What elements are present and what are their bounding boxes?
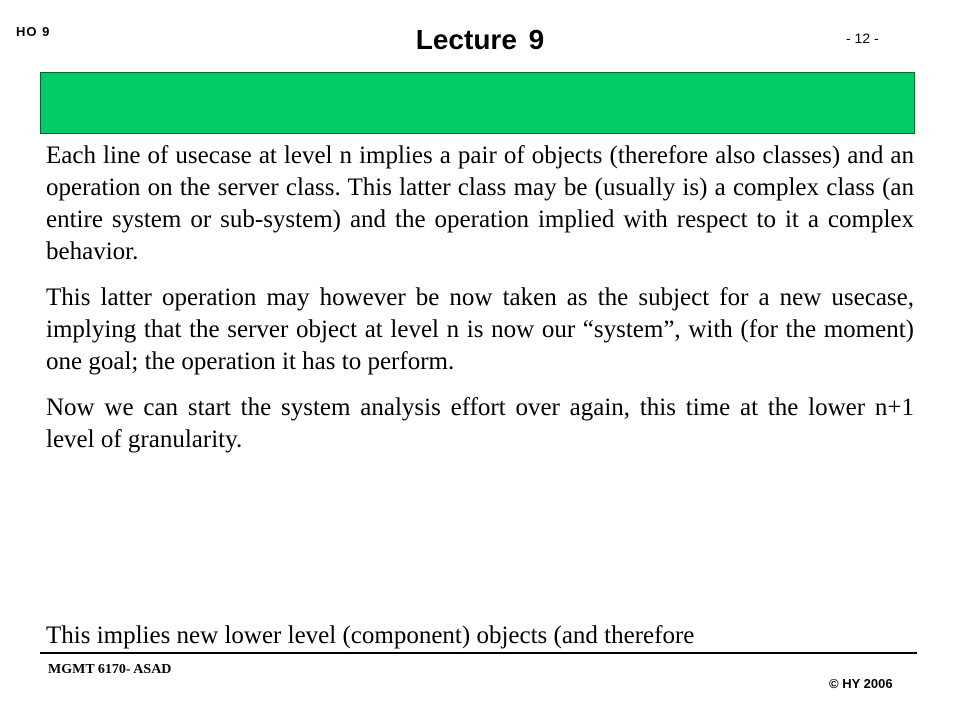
footer-copyright: © HY 2006 — [829, 676, 893, 691]
green-banner — [40, 72, 915, 134]
paragraph-1: Each line of usecase at level n implies a pair of objects (therefore also classes) and an operation on the server class. This latter class may be (usually is) a complex class (an entire system or sub-system) and the operation implied with respect to it a complex behavior. — [46, 142, 914, 265]
page-title: Lecture 9 — [415, 24, 545, 55]
footer-course: MGMT 6170- ASAD — [48, 662, 172, 677]
paragraph-2: This latter operation may however be now taken as the subject for a new usecase, implying that the server object at level n is now our “system”, with (for the moment) one goal; the operation it has to perform. — [46, 284, 914, 375]
ho-label: HO 9 — [16, 24, 51, 39]
body-text — [46, 140, 914, 470]
paragraph-4-partial: This implies new lower level (component) objects (and therefore — [46, 622, 695, 649]
footer-divider — [40, 652, 917, 654]
paragraph-3: Now we can start the system analysis effort over again, this time at the lower n+1 level of granularity. — [46, 394, 914, 453]
page-number: - 12 - — [846, 30, 879, 46]
